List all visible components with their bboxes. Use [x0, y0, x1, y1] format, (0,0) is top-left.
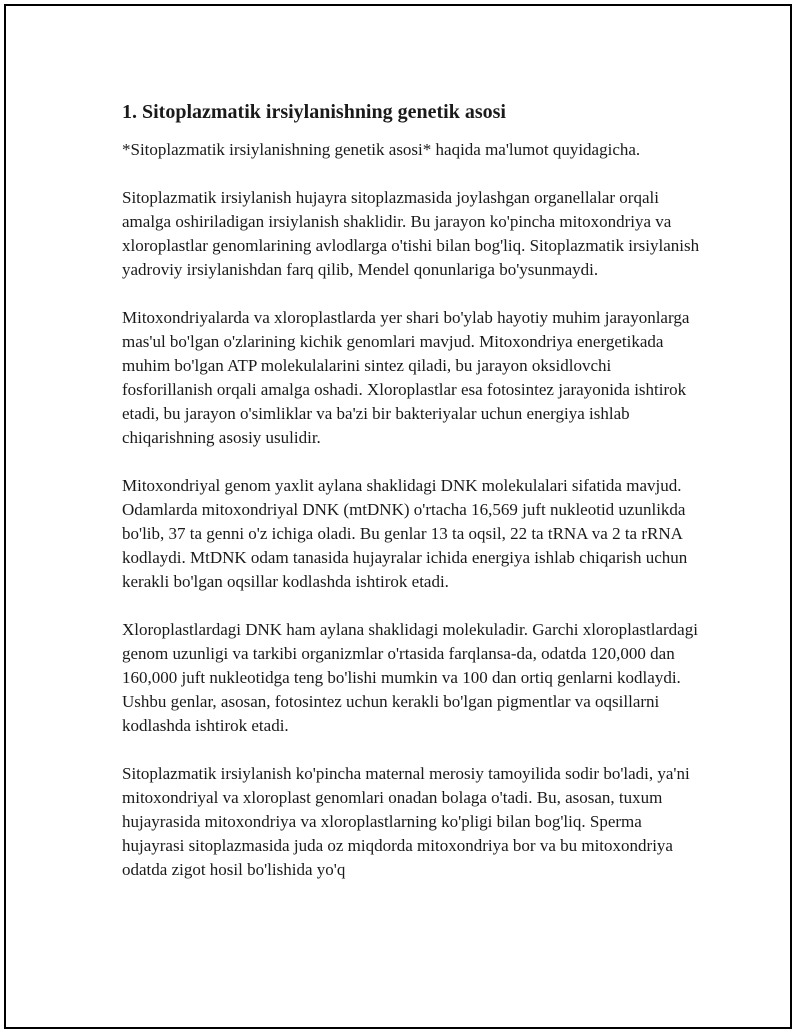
- paragraph-2: Mitoxondriyalarda va xloroplastlarda yer shari bo'ylab hayotiy muhim jarayonlarga mas'ul bo'lgan o'zlarining kichik genomlari mavjud. Mitoxondriya energetikada muhim bo'lgan ATP molekulalarini sintez qiladi, bu jarayon oksidlovchi fosforillanish orqali amalga oshadi. Xloroplastlar esa fotosintez jarayonida ishtirok etadi, bu jarayon o'simliklar va ba'zi bir bakteriyalar uchun energiya ishlab chiqarishning asosiy usulidir.: [122, 308, 690, 447]
- section-title: 1. Sitoplazmatik irsiylanishning genetik asosi: [122, 101, 506, 123]
- paragraph-1: Sitoplazmatik irsiylanish hujayra sitoplazmasida joylashgan organellalar orqali amalga oshiriladigan irsiylanish shaklidir. Bu jarayon ko'pincha mitoxondriya va xloroplastlar genomlarining avlodlarga o'tishi bilan bog'liq. Sitoplazmatik irsiylanish yadroviy irsiylanishdan farq qilib, Mendel qonunlariga bo'ysunmaydi.: [122, 188, 700, 279]
- page-frame: [4, 4, 792, 1029]
- paragraph-5: Sitoplazmatik irsiylanish ko'pincha maternal merosiy tamoyilida sodir bo'ladi, ya'ni mitoxondriyal va xloroplast genomlari onadan bolaga o'tadi. Bu, asosan, tuxum hujayrasida mitoxondriya va xloroplastlarning ko'pligi bilan bog'liq. Sperma hujayrasi sitoplazmasida juda oz miqdorda mitoxondriya bor va bu mitoxondriya odatda zigot hosil bo'lishida yo'q: [122, 764, 690, 879]
- document-body: [122, 98, 702, 906]
- intro-paragraph: *Sitoplazmatik irsiylanishning genetik asosi* haqida ma'lumot quyidagicha.: [122, 140, 641, 159]
- paragraph-3: Mitoxondriyal genom yaxlit aylana shaklidagi DNK molekulalari sifatida mavjud. Odamlarda mitoxondriyal DNK (mtDNK) o'rtacha 16,569 juft nukleotid uzunlikda bo'lib, 37 ta genni o'z ichiga oladi. Bu genlar 13 ta oqsil, 22 ta tRNA va 2 ta rRNA kodlaydi. MtDNK odam tanasida hujayralar ichida energiya ishlab chiqarish uchun kerakli bo'lgan oqsillar kodlashda ishtirok etadi.: [122, 476, 688, 591]
- paragraph-4: Xloroplastlardagi DNK ham aylana shaklidagi molekuladir. Garchi xloroplastlardagi genom uzunligi va tarkibi organizmlar o'rtasida farqlansa-da, odatda 120,000 dan 160,000 juft nukleotidga teng bo'lishi mumkin va 100 dan ortiq genlarni kodlaydi. Ushbu genlar, asosan, fotosintez uchun kerakli bo'lgan pigmentlar va oqsillarni kodlashda ishtirok etadi.: [122, 620, 698, 735]
